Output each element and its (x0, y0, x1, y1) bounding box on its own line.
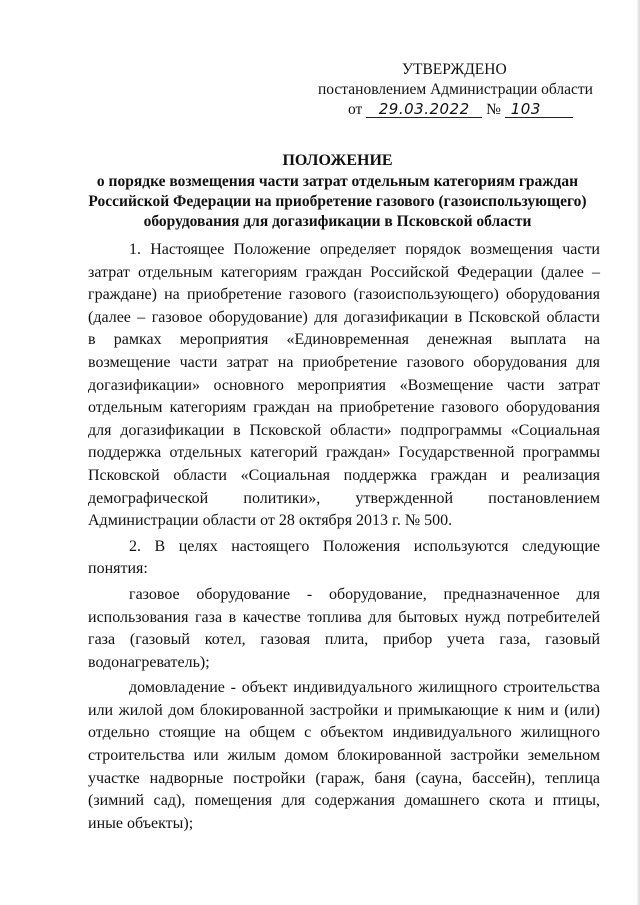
approval-prefix: от (348, 101, 363, 118)
text-line: водонагреватель); (88, 653, 210, 671)
text-line: строительства или жилым домом блокированной застройки земельном (88, 747, 600, 765)
text-line: возмещение части затрат на приобретение газового оборудования для (88, 353, 600, 371)
text-line: 1. Настоящее Положение определяет порядок возмещения части (129, 241, 600, 258)
title-heading: ПОЛОЖЕНИЕ (282, 152, 393, 169)
text-line: отдельно стоящие на общем с объектом индивидуального жилищного (88, 724, 600, 742)
approval-number-label: № (486, 101, 501, 118)
title-line: Российской Федерации на приобретение газового (газоиспользующего) (88, 193, 587, 210)
document-body (88, 239, 600, 835)
paragraph-definition-gas-equipment (88, 584, 600, 674)
approval-title: УТВЕРЖДЕНО (402, 61, 507, 78)
text-line: (зимний сад), помещения для содержания домашнего скота и птицы, (88, 792, 600, 810)
approval-date-line (348, 100, 598, 120)
document-title (60, 151, 615, 232)
title-line: оборудования для догазификации в Псковской области (143, 213, 532, 230)
approval-date: 29.03.2022 (366, 101, 482, 118)
text-line: понятия: (88, 560, 148, 578)
text-line: участке надворные постройки (гараж, баня (сауна, бассейн), теплица (88, 769, 600, 787)
text-line: использования газа в качестве топлива для бытовых нужд потребителей (88, 608, 600, 626)
paragraph-1 (88, 239, 600, 533)
title-line: о порядке возмещения части затрат отдельным категориям граждан (96, 173, 579, 190)
text-line: отдельным категориям граждан на приобретение газового оборудования (88, 399, 600, 417)
text-line: (далее – газовое оборудование) для догазификации в Псковской области (88, 308, 600, 326)
text-line: затрат отдельным категориям граждан Российской Федерации (далее – (88, 263, 600, 281)
text-line: газовое оборудование - оборудование, предназначенное для (129, 585, 600, 603)
text-line: догазификации» основного мероприятия «Возмещение части затрат (88, 376, 600, 394)
text-line: иные объекты); (88, 814, 194, 832)
text-line: 2. В целях настоящего Положения используются следующие (129, 537, 600, 555)
text-line: в рамках мероприятия «Единовременная денежная выплата на (88, 331, 600, 349)
text-line: Администрации области от 28 октября 2013 г. № 500. (88, 512, 453, 530)
text-line: Псковской области «Социальная поддержка граждан и реализация (88, 466, 600, 484)
text-line: граждане) на приобретение газового (газоиспользующего) оборудования (88, 286, 600, 304)
approval-number: 103 (505, 101, 573, 118)
approval-authority: постановлением Администрации области (318, 81, 593, 98)
text-line: или жилой дом блокированной застройки и примыкающие к ним и (или) (88, 701, 600, 719)
text-line: демографической политики», утвержденной постановлением (88, 489, 600, 507)
approval-stamp (318, 60, 598, 120)
text-line: поддержка отдельных категорий граждан» Государственной программы (88, 444, 600, 462)
text-line: для догазификации в Псковской области» подпрограммы «Социальная (88, 421, 600, 439)
paragraph-definition-household (88, 677, 600, 835)
text-line: домовладение - объект индивидуального жилищного строительства (129, 679, 600, 697)
text-line: газа (газовый котел, газовая плита, прибор учета газа, газовый (88, 631, 600, 649)
paragraph-2 (88, 536, 600, 581)
